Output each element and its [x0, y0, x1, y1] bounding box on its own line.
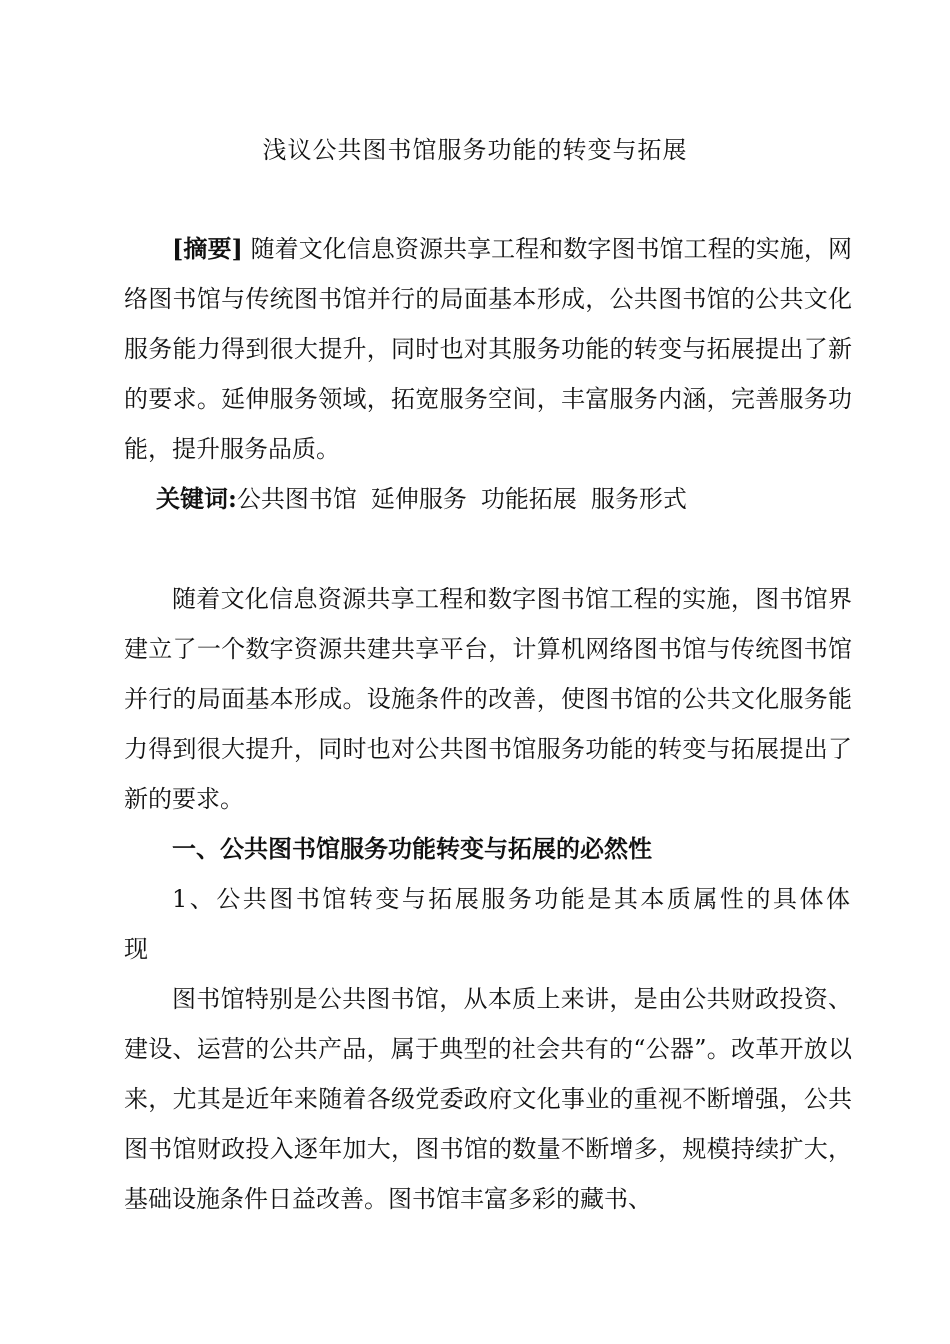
abstract-text: 随着文化信息资源共享工程和数字图书馆工程的实施，网络图书馆与传统图书馆并行的局面基本形成，公共图书馆的公共文化服务能力得到很大提升，同时也对其服务功能的转变与拓展提出了新的要求。延伸服务领域，拓宽服务空间，丰富服务内涵，完善服务功能，提升服务品质。 — [124, 235, 852, 463]
keyword-item: 功能拓展 — [480, 485, 577, 513]
keyword-item: 公共图书馆 — [236, 485, 357, 513]
body-paragraph-2: 图书馆特别是公共图书馆，从本质上来讲，是由公共财政投资、建设、运营的公共产品，属于典型的社会共有的“公器”。改革开放以来，尤其是近年来随着各级党委政府文化事业的重视不断增强，公共图书馆财政投入逐年加大，图书馆的数量不断增多，规模持续扩大，基础设施条件日益改善。图书馆丰富多彩的藏书、 — [124, 985, 852, 1213]
body-paragraph-1: 随着文化信息资源共享工程和数字图书馆工程的实施，图书馆界建立了一个数字资源共建共享平台，计算机网络图书馆与传统图书馆并行的局面基本形成。设施条件的改善，使图书馆的公共文化服务能力得到很大提升，同时也对公共图书馆服务功能的转变与拓展提出了新的要求。 — [124, 585, 852, 813]
section-heading-1: 一、公共图书馆服务功能转变与拓展的必然性 — [172, 834, 652, 863]
keyword-item: 服务形式 — [590, 485, 687, 513]
subsection-heading-1: 1、公共图书馆转变与拓展服务功能是其本质属性的具体体现 — [124, 885, 852, 963]
abstract-paragraph — [124, 224, 852, 474]
keywords-line — [124, 474, 884, 524]
document-title: 浅议公共图书馆服务功能的转变与拓展 — [262, 136, 688, 164]
abstract-label: [摘要] — [172, 234, 243, 263]
keyword-item: 延伸服务 — [370, 485, 467, 513]
keywords-label: 关键词: — [156, 484, 237, 513]
